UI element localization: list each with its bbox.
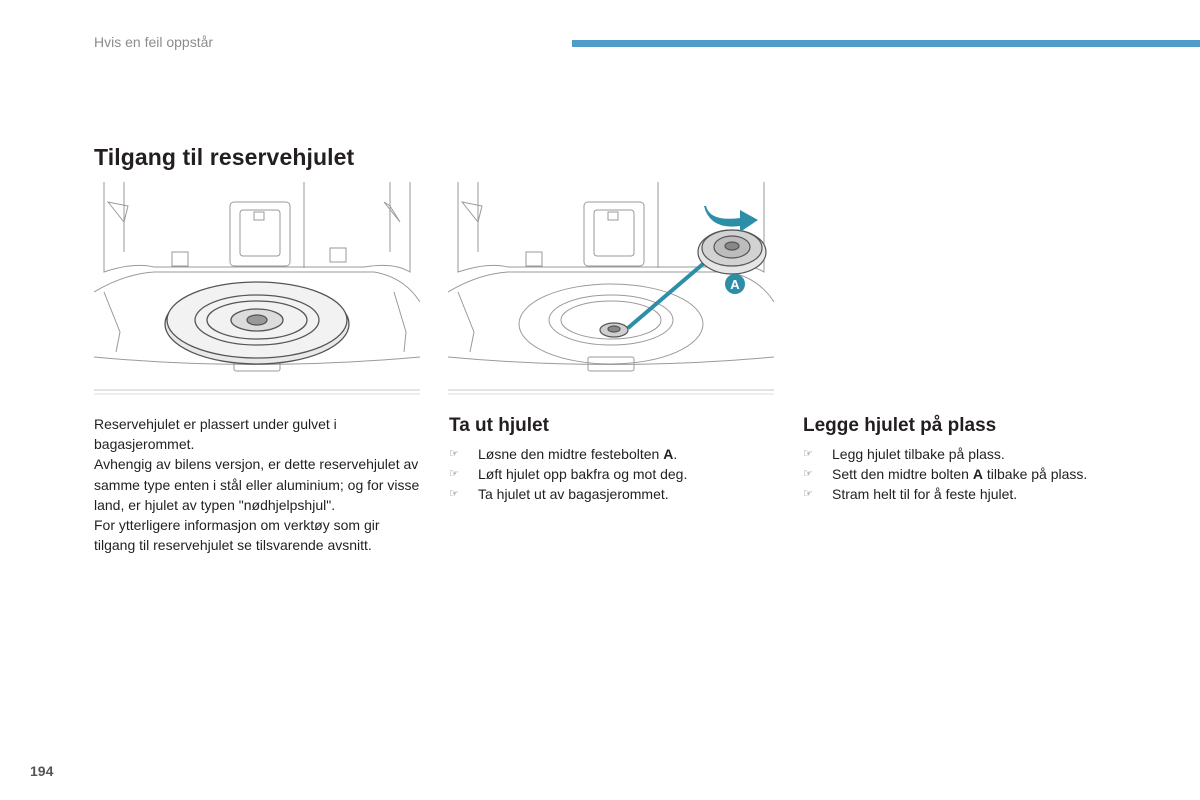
refit-wheel-heading: Legge hjulet på plass bbox=[803, 415, 997, 436]
bolt-closeup bbox=[698, 230, 766, 274]
intro-text bbox=[94, 414, 424, 555]
remove-wheel-steps bbox=[449, 444, 687, 505]
list-item: ☞ Ta hjulet ut av bagasjerommet. bbox=[449, 484, 687, 504]
header-accent-bar bbox=[572, 40, 1200, 47]
page-title: Tilgang til reservehjulet bbox=[94, 144, 355, 170]
list-item: ☞ Legg hjulet tilbake på plass. bbox=[803, 444, 1087, 464]
list-item: ☞ Stram helt til for å feste hjulet. bbox=[803, 484, 1087, 504]
callout-pointer-line bbox=[628, 258, 710, 328]
callout-letter: A bbox=[730, 277, 740, 292]
running-header: Hvis en feil oppstår bbox=[94, 34, 214, 50]
spare-wheel-illustration bbox=[94, 182, 420, 398]
list-item: ☞ Løsne den midtre festebolten A. bbox=[449, 444, 687, 464]
intro-paragraph: For ytterligere informasjon om verktøy som gir tilgang til reservehjulet se tilsvarende avsnitt. bbox=[94, 517, 380, 554]
intro-paragraph: Reservehjulet er plassert under gulvet i bagasjerommet. bbox=[94, 416, 337, 453]
pointing-hand-icon: ☞ bbox=[449, 468, 459, 481]
refit-wheel-steps bbox=[803, 444, 1087, 505]
pointing-hand-icon: ☞ bbox=[803, 488, 813, 501]
rotation-arrow-icon bbox=[704, 206, 758, 232]
wheel-removal-illustration bbox=[448, 182, 774, 398]
page-number: 194 bbox=[30, 763, 54, 779]
intro-paragraph: Avhengig av bilens versjon, er dette reservehjulet av samme type enten i stål eller aluminium; og for visse land, er hjulet av typen "nødhjelpshjul". bbox=[94, 456, 420, 513]
pointing-hand-icon: ☞ bbox=[803, 448, 813, 460]
pointing-hand-icon: ☞ bbox=[803, 468, 813, 481]
list-item: ☞ Sett den midtre bolten A tilbake på plass. bbox=[803, 464, 1087, 484]
pointing-hand-icon: ☞ bbox=[449, 448, 459, 460]
list-item: ☞ Løft hjulet opp bakfra og mot deg. bbox=[449, 464, 687, 484]
remove-wheel-heading: Ta ut hjulet bbox=[449, 415, 549, 436]
pointing-hand-icon: ☞ bbox=[449, 488, 459, 501]
